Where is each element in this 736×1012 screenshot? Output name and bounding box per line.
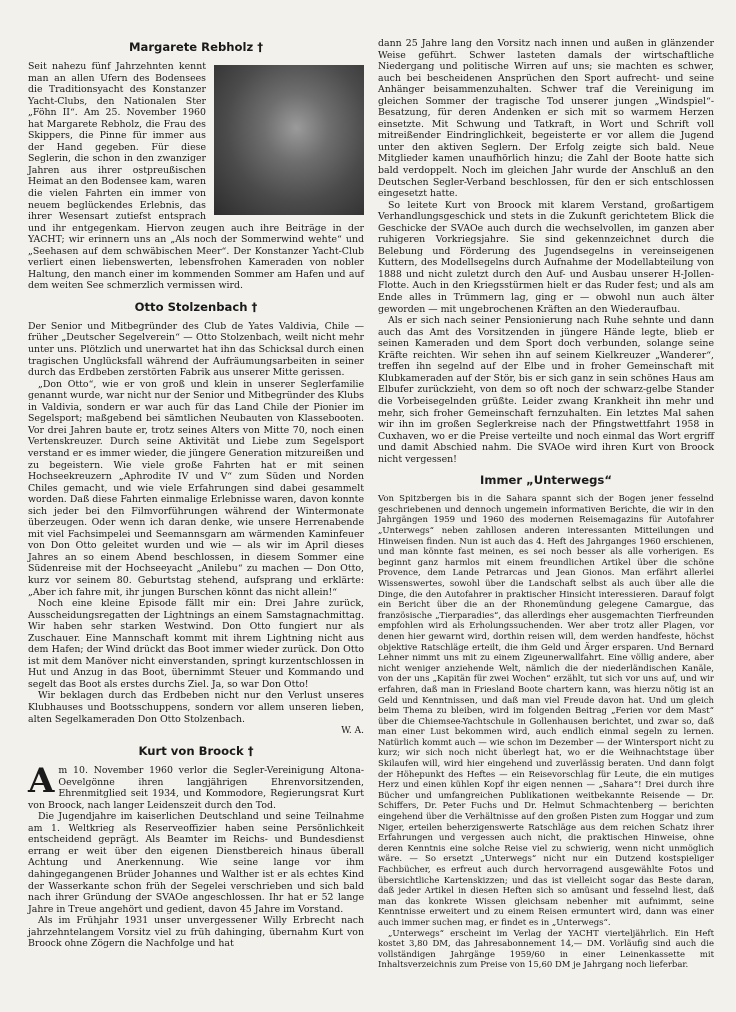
article-paragraph: So leitete Kurt von Broock mit klarem Verstand, großartigem Verhandlungsgeschick und stets in die Zukunft gerichtetem Blick die Geschicke der SVAOe auch durch die wechselvollen, im ganzen aber ruhigeren Vorkriegsjahre. Sie sind gekennzeichnet durch die Belebung und Förderung des Jugendsegelns in vereinseigenen Kuttern, des Modellsegelns durch Aufnahme der Modellabteilung von 1888 und nicht zuletzt durch den Auf- und Ausbau unserer H-Jollen-Flotte. Auch in den Kriegsstürmen hielt er das Ruder fest; und als am Ende alles in Trümmern lag, ging er — obwohl nun auch älter geworden — mit ungebrochenen Kräften an den Wiederaufbau. (378, 199, 714, 315)
article-title: Margarete Rebholz † (128, 40, 264, 54)
article-title: Immer „Unterwegs“ (480, 473, 612, 488)
article-paragraph: Als er sich nach seiner Pensionierung nach Ruhe sehnte und dann auch das Amt des Vorsitzenden in jüngere Hände legte, blieb er seinen Kameraden und dem Sport doch verbunden, solange seine Kräfte reichten. Wir sehen ihn auf seinem Kielkreuzer „Wanderer“, treffen ihn segelnd auf der Elbe und in froher Gemeinschaft mit Klubkameraden auf der Stör, bis er sich ganz in sein schönes Haus am Elbufer zurückzieht, von dem so oft noch der schwarz-gelbe Stander die Vorbeisegelnden grüßte. Leider zwang Krankheit ihn mehr und mehr, sich froher Gemeinschaft fernzuhalten. Ein letztes Mal sahen wir ihn im großen Seglerkreise nach der Pfingstwettfahrt 1958 in Cuxhaven, wo er die Preise verteilte und noch einmal das Wort ergriff und damit Abschied nahm. Die SVAOe wird ihren Kurt von Broock nicht vergessen! (378, 315, 714, 465)
article-title: Kurt von Broock † (138, 744, 254, 759)
left-column (28, 38, 364, 1004)
article-broock (28, 744, 364, 950)
article-paragraph: Wir beklagen durch das Erdbeben nicht nur den Verlust unseres Klubhauses und Bootsschuppens, sondern vor allem unseren lieben, alten Segelkameraden Don Otto Stolzenbach. (28, 690, 364, 725)
article-stolzenbach (28, 300, 364, 736)
article-paragraph: Noch eine kleine Episode fällt mir ein: Drei Jahre zurück, Ausscheidungsregatten der Lightnings an einem Samstagnachmittag. Wir haben sehr starken Westwind. Don Otto fungiert nur als Zuschauer. Eine Mannschaft kommt mit ihrem Lightning nicht aus dem Hafen; der Wind drückt das Boot immer wieder zurück. Don Otto ist mit dem Manöver nicht einverstanden, springt kurzentschlossen in Hut und Anzug in das Boot, übernimmt Steuer und Kommando und segelt das Boot als erstes durchs Ziel. Ja, so war Don Otto! (28, 598, 364, 690)
article-paragraph: dann 25 Jahre lang den Vorsitz nach innen und außen in glänzender Weise geführt. Schwer lasteten damals der wirtschaftliche Niedergang und politische Wirren auf uns; sie machten es schwer, auch bei bescheidenen Ansprüchen den Sport aufrecht- und seine Anhänger beisammenzuhalten. Schwer traf die Vereinigung im gleichen Sommer der tragische Tod unserer jungen „Windspiel“-Besatzung, für deren Andenken er sich mit so warmem Herzen einsetzte. Mit Schwung und Tatkraft, in Wort und Schrift voll mitreißender Eindringlichkeit, begeisterte er vor allem die Jugend unter den aktiven Seglern. Der Erfolg zeigte sich bald. Neue Mitglieder kamen unaufhörlich hinzu; die Zahl der Boote hatte sich bald verdoppelt. Noch im gleichen Jahr wurde der Anschluß an den Deutschen Segler-Verband beschlossen, für den er sich entschlossen eingesetzt hatte. (378, 38, 714, 200)
article-unterwegs (378, 473, 714, 971)
article-paragraph: Die Jugendjahre im kaiserlichen Deutschland und seine Teilnahme am 1. Weltkrieg als Reserveoffizier haben seine Persönlichkeit entscheidend geprägt. Als Beamter im Reichs- und Bundesdienst errang er weit über den eigenen Dienstbereich hinaus überall Achtung und Anerkennung. Wie seine lange vor ihm dahingegangenen Brüder Johannes und Walther ist er als echtes Kind der Wasserkante schon früh der Segelei verschrieben und sich bald nach ihrer Gründung der SVAOe angeschlossen. Ihr hat er 52 lange Jahre in Treue angehört und gedient, davon 45 Jahre im Vorstand. (28, 811, 364, 915)
article-paragraph: Als im Frühjahr 1931 unser unvergessener Willy Erbrecht nach jahrzehntelangem Vorsitz viel zu früh dahinging, übernahm Kurt von Broock ohne Zögern die Nachfolge und hat (28, 915, 364, 950)
paragraph-text: m 10. November 1960 verlor die Segler-Vereinigung Altona-Oevelgönne ihren langjährigen Ehrenvorsitzenden, Ehrenmitglied seit 1934, und Kommodore, Regierungsrat Kurt von Broock, nach langer Leidenszeit durch den Tod. (28, 765, 364, 811)
right-column (378, 38, 714, 1004)
article-paragraph: Von Spitzbergen bis in die Sahara spannt sich der Bogen jener fesselnd geschriebenen und dennoch ungemein informativen Berichte, die wir in den Jahrgängen 1959 und 1960 des modernen Reisemagazins für Autofahrer „Unterwegs“ neben zahllosen anderen interessanten Mitteilungen und Hinweisen finden. Nun ist auch das 4. Heft des Jahrganges 1960 erschienen, und man könnte fast meinen, es sei noch besser als alle vorherigen. Es beginnt ganz harmlos mit einem freundlichen Artikel über die schöne Provence, dem Lande Petrarcas und Jean Gionos. Man erfährt allerlei Wissenswertes, sowohl über die Landschaft selbst als auch über alle die Dinge, die den Autofahrer in praktischer Hinsicht interessieren. Darauf folgt ein Bericht über die an der Rhonemündung gelegene Camargue, das französische „Tierparadies“, das allerdings eher ausgemachten Tierfreunden empfohlen wird als Erholungssuchenden. Wer aber trotz aller Plagen, vor denen hier gewarnt wird, dorthin reisen will, dem werden handfeste, höchst objektive Ratschläge erteilt, die ihm Geld und Ärger ersparen. Und Bernard Lehner nimmt uns mit zu einem Zigeunerwallfahrt. Eine völlig andere, aber nicht weniger anziehende Welt, nämlich die der niederländischen Kanäle, von der uns „Kapitän für zwei Wochen“ erzählt, tut sich vor uns auf, und wir erfahren, daß man in Friesland Boote chartern kann, was hierzu nötig ist an Geld und Kenntnissen, und daß man viel Freude davon hat. Und um gleich beim Thema zu bleiben, wird im folgenden Beitrag „Ferien vor dem Mast“ über die Chiemsee-Yachtschule in Gollenhausen berichtet, und zwar so, daß man einer Lust bekommen wird, auch endlich einmal segeln zu lernen. Natürlich kommt auch — wie schon im Dezember — der Wintersport nicht zu kurz; wir sich noch nicht überlegt hat, wo er die Weihnachtstage über Skilaufen will, wird hier eingehend und zuverlässig beraten. Und dann folgt der Höhepunkt des Heftes — ein Reisevorschlag für Leute, die ein mutiges Herz und einen kühlen Kopf ihr eigen nennen — „Sahara“! Drei durch ihre Bücher und umfangreichen Publikationen weitbekannte Reisende — Dr. Schiffers, Dr. Peter Fuchs und Dr. Helmut Schmachtenberg — berichten eingehend über die Verhältnisse auf den großen Pisten zum Hoggar und zum Niger, erteilen beherzigenswerte Ratschläge aus dem reichen Schatz ihrer Erfahrungen und vergessen auch nicht, die praktischen Hinweise, ohne deren Kenntnis eine solche Reise viel zu schwierig, wenn nicht unmöglich wäre. — So ersetzt „Unterwegs“ nicht nur ein Dutzend kostspieliger Fachbücher, es erfreut auch durch hervorragend ausgewählte Fotos und übersichtliche Kartenskizzen; und das ist vielleicht sogar das Beste daran, daß jeder Artikel in diesen Heften sich so amüsant und fesselnd liest, daß man das konkrete Wissen gleichsam nebenher mit aufnimmt, seine Kenntnisse erweitert und zu einem Reisen ermuntert wird, dann was einer auch immer suchen mag, er findet es in „Unterwegs“. (378, 494, 714, 928)
author-signature: W. A. (341, 726, 364, 737)
article-paragraph: „Don Otto“, wie er von groß und klein in unserer Seglerfamilie genannt wurde, war nicht nur der Senior und Mitbegründer des Klubs in Valdivia, sondern er war auch für das Land Chile der Pionier im Segelsport; maßgebend bei sämtlichen Neubauten von Klassebooten. Vor drei Jahren baute er, trotz seines Alters von Mitte 70, noch einen Vertenskreuzer. Durch seine Aktivität und Liebe zum Segelsport verstand er es immer wieder, die jüngere Generation mitzureißen und zu begeistern. Wie viele große Fahrten hat er mit seinen Hochseekreuzern „Aphrodite IV und V“ zum Süden und Norden Chiles gemacht, und wie viele Erfahrungen sind dabei gesammelt worden. Daß diese Fahrten einmalige Erlebnisse waren, davon konnte sich jeder bei den Filmvorführungen während der Wintermonate überzeugen. Oder wenn ich daran denke, wie unsere Herrenabende mit viel Fachsimpelei und Seemannsgarn am wärmenden Kaminfeuer von Don Otto geleitet wurden und wie — als wir im April dieses Jahres an so einem Abend beschlossen, in diesem Sommer eine Südenreise mit der Hochseeyacht „Anilebu“ zu machen — Don Otto, kurz vor seinem 80. Geburtstag stehend, aufsprang und erklärte: „Aber ich fahre mit, ihr jungen Burschen könnt das nicht allein!“ (28, 378, 364, 598)
portrait-photo (214, 65, 364, 215)
article-paragraph: Der Senior und Mitbegründer des Club de Yates Valdivia, Chile — früher „Deutscher Segelverein“ — Otto Stolzenbach, weilt nicht mehr unter uns. Plötzlich und unerwartet hat ihn das Schicksal durch einen tragischen Unglücksfall während der Aufräumungsarbeiten in seiner durch das Erdbeben zerstörten Fabrik aus unserer Mitte gerissen. (28, 320, 364, 379)
article-broock-continued (378, 38, 714, 465)
article-title: Otto Stolzenbach † (134, 299, 258, 314)
article-paragraph: „Unterwegs“ erscheint im Verlag der YACHT vierteljährlich. Ein Heft kostet 3,80 DM, das Jahresabonnement 14,— DM. Vorläufig sind auch die vollständigen Jahrgänge 1959/60 in einer Leinenkassette mit Inhaltsverzeichnis zum Preise von 15,60 DM je Jahrgang noch lieferbar. (378, 928, 714, 971)
article-paragraph (28, 761, 364, 811)
article-paragraph: Seit nahezu fünf Jahrzehnten kennt man an allen Ufern des Bodensees die Traditionsyacht des Konstanzer Yacht-Clubs, den Nationalen Ster „Föhn II“. Am 25. November 1960 hat Margarete Rebholz, die Frau des Skippers, die Pinne für immer aus der Hand gegeben. Für diese Seglerin, die schon in den zwanziger Jahren aus ihrer ostpreußischen Heimat an den Bodensee kam, waren die vielen Fahrten ein immer von neuem beglückendes Erlebnis, das ihrer Wesensart zutiefst entsprach und ihr entgegenkam. Hiervon zeugen auch ihre Beiträge in der YACHT; wir erinnern uns an „Als noch der Sommerwind wehte“ und „Seehasen auf dem schwäbischen Meer“. Der Konstanzer Yacht-Club verliert einen liebenswerten, lebensfrohen Kameraden von nobler Haltung, den manch einer im kommenden Sommer am Hafen und auf dem weiten See schmerzlich vermissen wird. (28, 61, 364, 292)
drop-cap: A (28, 761, 55, 802)
article-rebholz (28, 40, 364, 292)
